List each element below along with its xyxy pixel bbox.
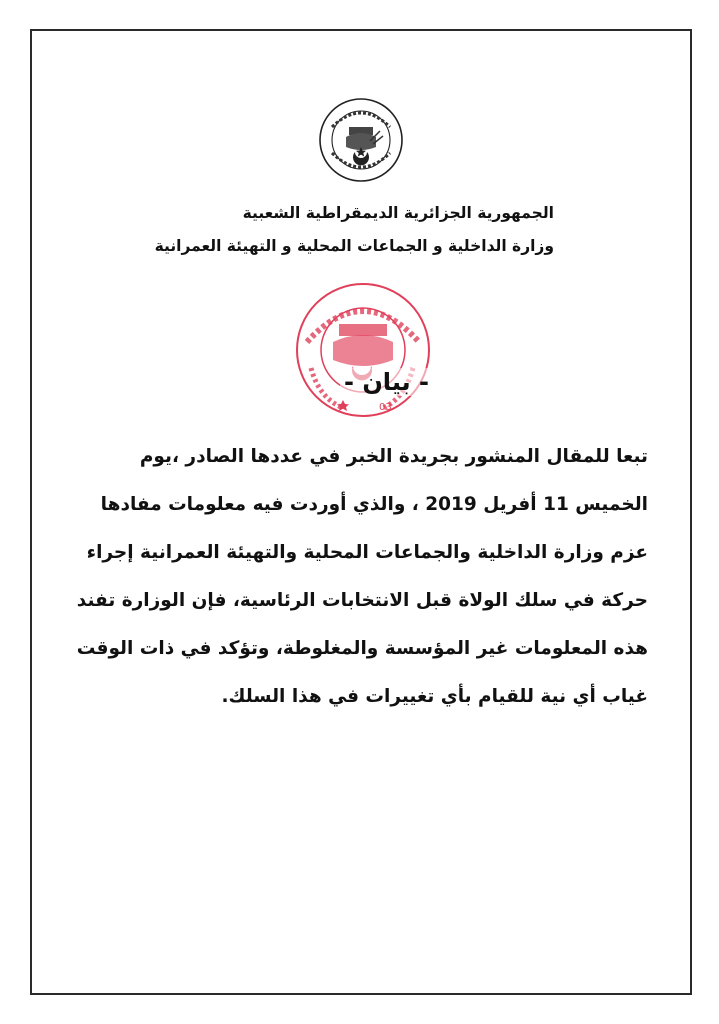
stamp-number: 03 [379,402,392,413]
statement-line: عزم وزارة الداخلية والجماعات المحلية والتهيئة العمرانية إجراء [86,542,648,563]
statement-line: غياب أي نية للقيام بأي تغييرات في هذا السلك. [221,686,648,707]
statement-body [76,433,648,721]
statement-line: حركة في سلك الولاة قبل الانتخابات الرئاسية، فإن الوزارة تفند [76,590,648,611]
country-name: الجمهورية الجزائرية الديمقراطية الشعبية [242,204,554,222]
document-title: - بيان - [340,368,433,396]
national-emblem-icon [318,97,404,183]
statement-line: الخميس 11 أفريل 2019 ، والذي أوردت فيه معلومات مفادها [100,494,648,515]
ministry-name: وزارة الداخلية و الجماعات المحلية و التهيئة العمرانية [154,237,554,255]
statement-line: هذه المعلومات غير المؤسسة والمغلوطة، وتؤكد في ذات الوقت [76,638,648,659]
ministry-stamp-icon [293,280,433,420]
statement-line: تبعا للمقال المنشور بجريدة الخبر في عددها الصادر ،يوم [139,446,648,467]
